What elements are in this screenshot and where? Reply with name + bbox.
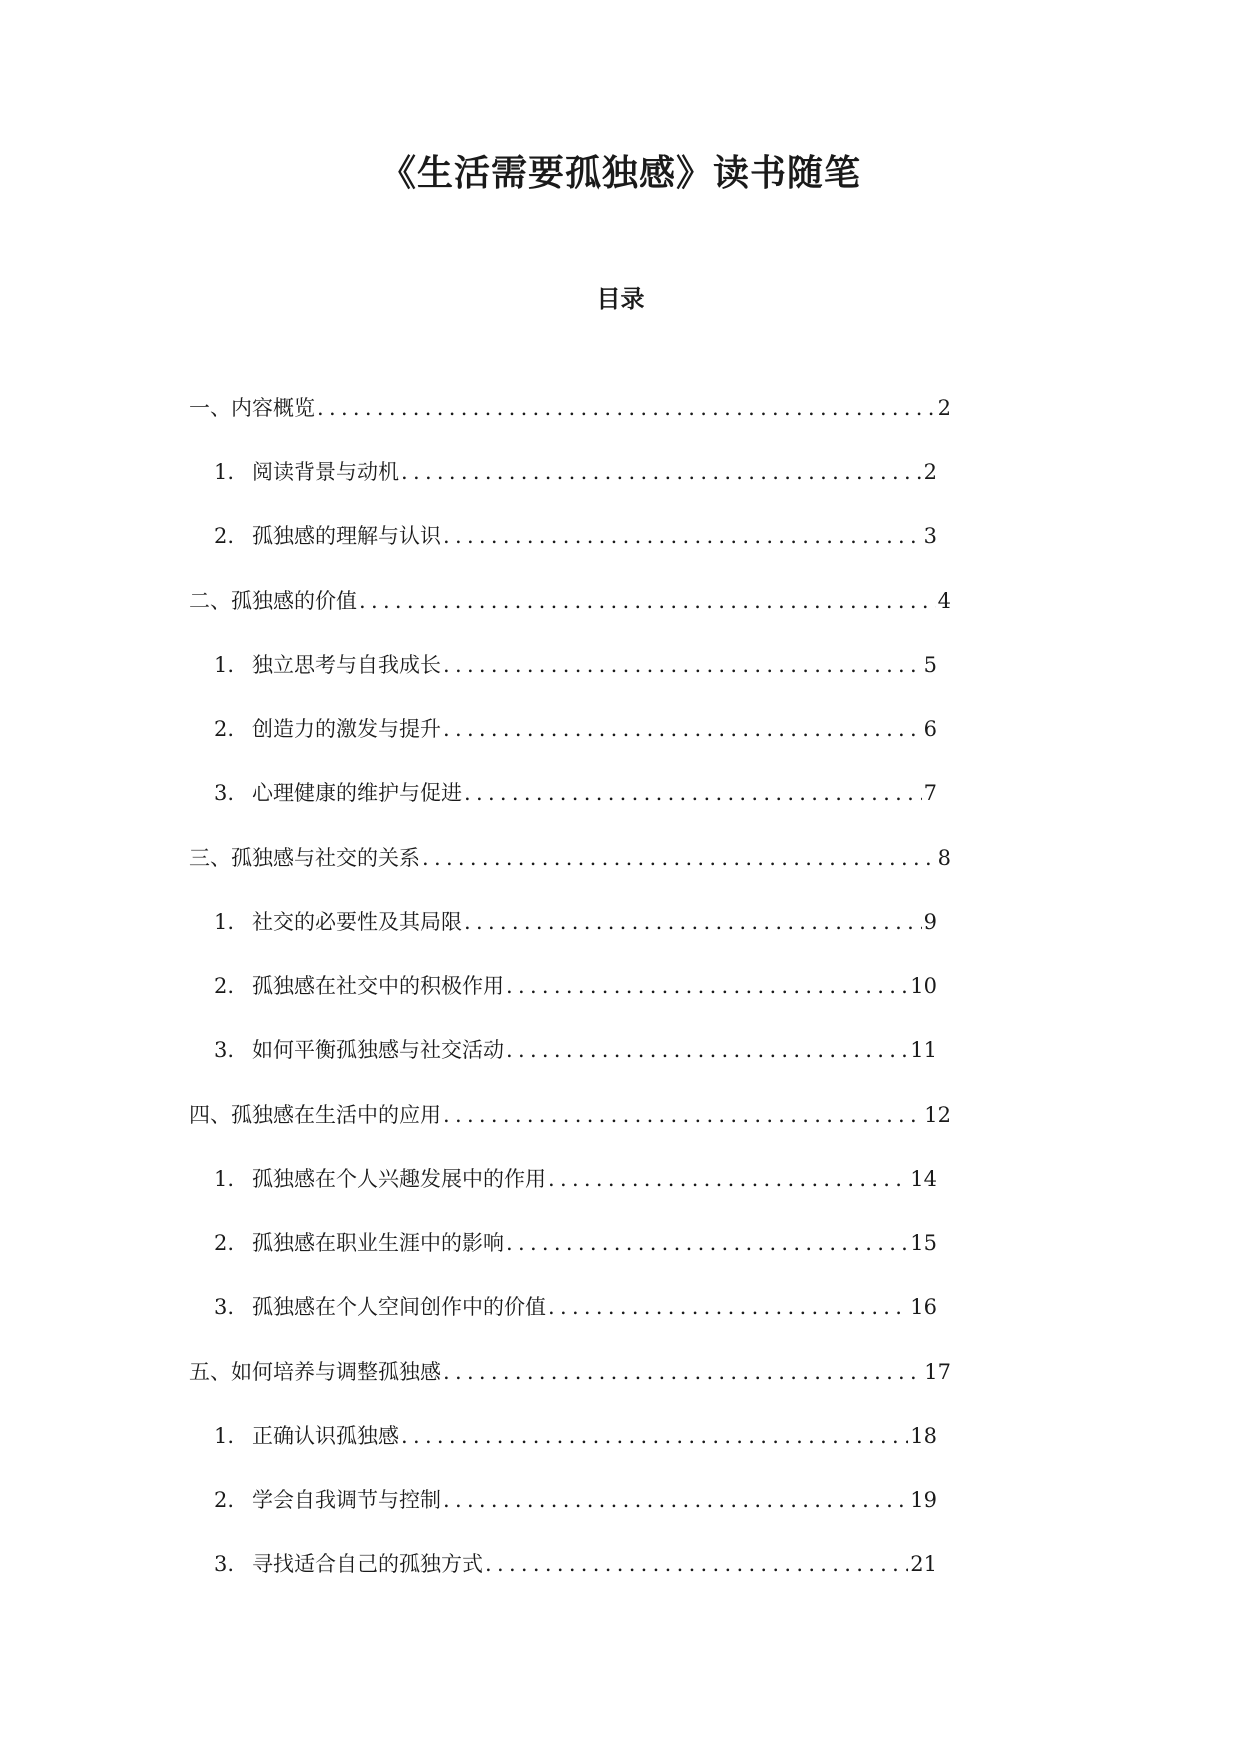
toc-leader-dots — [443, 714, 922, 744]
toc-page-number: 11 — [910, 1038, 937, 1062]
toc-entry-label: 心理健康的维护与促进 — [252, 781, 462, 805]
document-title: 《生活需要孤独感》读书随笔 — [379, 152, 861, 194]
toc-entry-subsection[interactable] — [214, 650, 937, 680]
toc-leader-dots — [443, 1357, 922, 1387]
toc-entry-subsection[interactable] — [214, 778, 937, 808]
toc-entry-label: 孤独感在社交中的积极作用 — [252, 974, 504, 998]
toc-page-number: 12 — [924, 1103, 951, 1127]
toc-leader-dots — [443, 650, 922, 680]
toc-entry-label: 五、如何培养与调整孤独感 — [189, 1360, 441, 1384]
toc-entry-label: 学会自我调节与控制 — [252, 1488, 441, 1512]
toc-leader-dots — [464, 778, 922, 808]
toc-entry-section-1[interactable] — [189, 393, 951, 423]
toc-entry-number: 2. — [214, 1231, 235, 1255]
toc-page-number: 2 — [937, 396, 951, 420]
toc-entry-label: 寻找适合自己的孤独方式 — [252, 1552, 483, 1576]
toc-page-number: 14 — [910, 1167, 937, 1191]
toc-entry-subsection[interactable] — [214, 1421, 937, 1451]
toc-leader-dots — [443, 1100, 922, 1130]
toc-entry-number: 1. — [214, 460, 235, 484]
toc-entry-subsection[interactable] — [214, 457, 937, 487]
toc-entry-label: 一、内容概览 — [189, 396, 315, 420]
toc-page-number: 8 — [937, 846, 951, 870]
toc-entry-label: 正确认识孤独感 — [252, 1424, 399, 1448]
toc-entry-label: 孤独感在个人兴趣发展中的作用 — [252, 1167, 546, 1191]
toc-leader-dots — [485, 1549, 908, 1579]
toc-page-number: 6 — [923, 717, 937, 741]
toc-entry-subsection[interactable] — [214, 1485, 937, 1515]
toc-entry-label: 独立思考与自我成长 — [252, 653, 441, 677]
toc-entry-subsection[interactable] — [214, 1549, 937, 1579]
toc-entry-number: 2. — [214, 524, 235, 548]
toc-entry-subsection[interactable] — [214, 521, 937, 551]
toc-leader-dots — [422, 843, 936, 873]
toc-entry-label: 二、孤独感的价值 — [189, 589, 357, 613]
toc-page-number: 15 — [910, 1231, 937, 1255]
toc-leader-dots — [443, 521, 922, 551]
toc-entry-section-4[interactable] — [189, 1100, 951, 1130]
toc-entry-section-5[interactable] — [189, 1357, 951, 1387]
toc-leader-dots — [548, 1292, 908, 1322]
toc-entry-section-3[interactable] — [189, 843, 951, 873]
toc-page-number: 17 — [924, 1360, 951, 1384]
toc-entry-label: 阅读背景与动机 — [252, 460, 399, 484]
toc-entry-subsection[interactable] — [214, 714, 937, 744]
toc-entry-label: 如何平衡孤独感与社交活动 — [252, 1038, 504, 1062]
toc-entry-label: 创造力的激发与提升 — [252, 717, 441, 741]
toc-entry-number: 3. — [214, 1038, 235, 1062]
toc-entry-label: 社交的必要性及其局限 — [252, 910, 462, 934]
toc-entry-label: 孤独感在职业生涯中的影响 — [252, 1231, 504, 1255]
toc-leader-dots — [506, 1035, 908, 1065]
toc-page-number: 21 — [910, 1552, 937, 1576]
toc-page-number: 10 — [910, 974, 937, 998]
toc-entry-subsection[interactable] — [214, 971, 937, 1001]
toc-page-number: 7 — [923, 781, 937, 805]
toc-page-number: 5 — [923, 653, 937, 677]
toc-page-number: 2 — [923, 460, 937, 484]
toc-entry-subsection[interactable] — [214, 1035, 937, 1065]
toc-entry-label: 孤独感的理解与认识 — [252, 524, 441, 548]
toc-heading: 目录 — [596, 284, 645, 313]
toc-page-number: 4 — [937, 589, 951, 613]
toc-entry-label: 孤独感在个人空间创作中的价值 — [252, 1295, 546, 1319]
toc-leader-dots — [401, 457, 922, 487]
toc-leader-dots — [548, 1164, 908, 1194]
toc-entry-number: 3. — [214, 781, 235, 805]
toc-entry-number: 1. — [214, 910, 235, 934]
toc-page-number: 18 — [910, 1424, 937, 1448]
toc-entry-subsection[interactable] — [214, 1228, 937, 1258]
toc-entry-subsection[interactable] — [214, 907, 937, 937]
toc-entry-number: 1. — [214, 1424, 235, 1448]
toc-entry-number: 3. — [214, 1295, 235, 1319]
toc-entry-number: 2. — [214, 974, 235, 998]
toc-page-number: 19 — [910, 1488, 937, 1512]
toc-entry-label: 四、孤独感在生活中的应用 — [189, 1103, 441, 1127]
toc-page-number: 3 — [923, 524, 937, 548]
toc-entry-subsection[interactable] — [214, 1164, 937, 1194]
toc-page-number: 16 — [910, 1295, 937, 1319]
toc-leader-dots — [401, 1421, 908, 1451]
toc-leader-dots — [506, 1228, 908, 1258]
toc-entry-number: 2. — [214, 1488, 235, 1512]
toc-leader-dots — [443, 1485, 908, 1515]
toc-entry-number: 3. — [214, 1552, 235, 1576]
toc-leader-dots — [464, 907, 922, 937]
toc-leader-dots — [359, 586, 936, 616]
toc-leader-dots — [506, 971, 908, 1001]
toc-entry-number: 1. — [214, 1167, 235, 1191]
toc-entry-section-2[interactable] — [189, 586, 951, 616]
toc-page-number: 9 — [923, 910, 937, 934]
toc-entry-subsection[interactable] — [214, 1292, 937, 1322]
toc-entry-number: 1. — [214, 653, 235, 677]
toc-entry-label: 三、孤独感与社交的关系 — [189, 846, 420, 870]
toc-leader-dots — [317, 393, 936, 423]
toc-entry-number: 2. — [214, 717, 235, 741]
